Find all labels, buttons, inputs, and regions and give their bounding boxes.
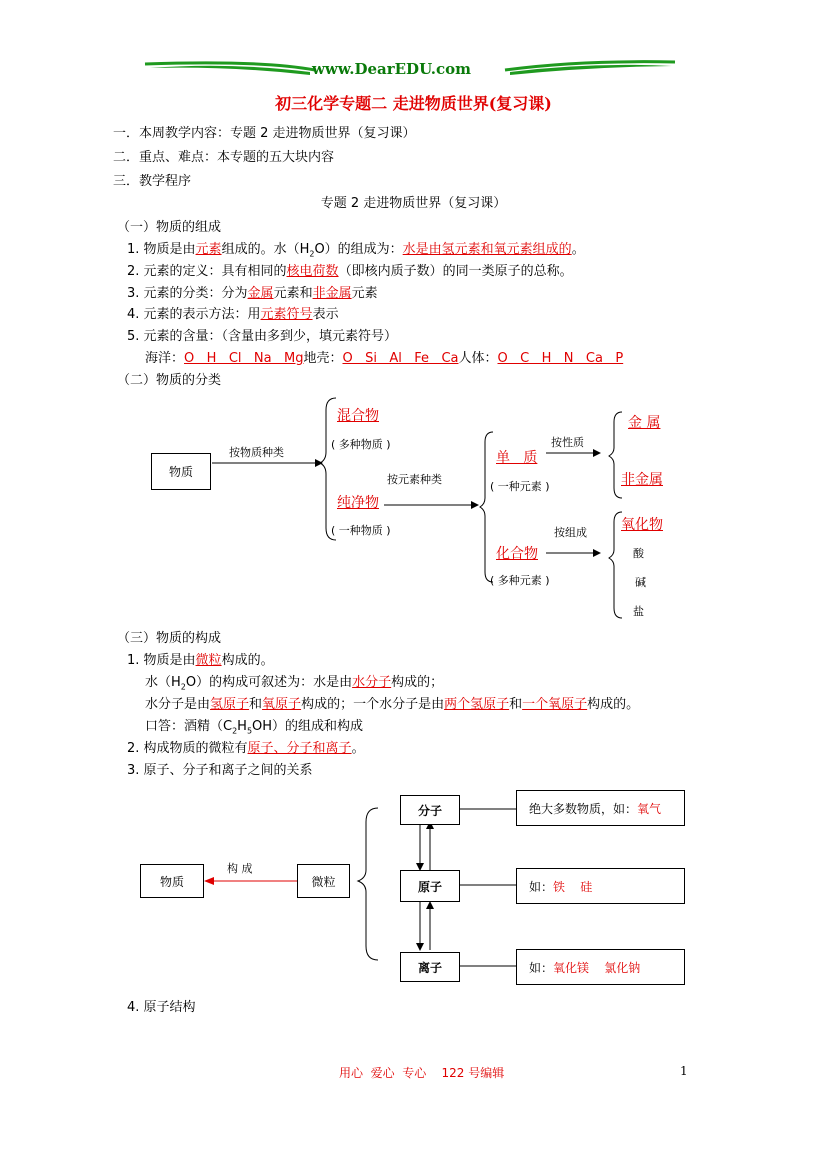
section-2-heading: （二）物质的分类	[117, 373, 222, 388]
node-substance: 物质	[151, 453, 211, 490]
subtitle: 专题 2 走进物质世界（复习课）	[320, 196, 507, 211]
node-acid: 酸	[633, 547, 644, 560]
node-nonmetal: 非金属	[621, 472, 663, 488]
intro-line-1: 一．本周教学内容：专题 2 走进物质世界（复习课）	[113, 126, 416, 141]
node-pure-note: ( 一种物质 )	[331, 524, 391, 537]
s3-line-5: 2. 构成物质的微粒有原子、分子和离子。	[127, 741, 365, 756]
node-compound-note: ( 多种元素 )	[490, 574, 550, 587]
node-base: 碱	[635, 576, 646, 589]
s1-line-5: 5. 元素的含量：（含量由多到少，填元素符号）	[127, 329, 398, 344]
edge-by-composition: 按组成	[554, 526, 587, 539]
s1-line-2: 2. 元素的定义：具有相同的核电荷数（即核内质子数）的同一类原子的总称。	[127, 264, 573, 279]
s1-line-1: 1. 物质是由元素组成的。水$(H_2O)$的组成为：水是由氢元素和氧元素组成的。	[127, 242, 585, 259]
s3-line-4: 口答：酒精$(C_2H_5OH)$的组成和构成	[145, 719, 364, 736]
s3-line-7: 4. 原子结构	[127, 1000, 196, 1015]
node-mixture: 混合物	[337, 408, 379, 424]
node-compound: 化合物	[496, 546, 538, 562]
site-logo[interactable]: www.DearEDU.com	[312, 60, 472, 78]
node-particle: 微粒	[297, 864, 350, 898]
intro-line-3: 三．教学程序	[113, 174, 192, 189]
s1-line-4: 4. 元素的表示方法：用元素符号表示	[127, 307, 339, 322]
edge-by-property: 按性质	[551, 436, 584, 449]
section-3-heading: （三）物质的构成	[117, 631, 222, 646]
node-metal: 金 属	[628, 415, 661, 431]
node-atom: 原子	[400, 870, 460, 902]
edge-by-element: 按元素种类	[387, 473, 442, 486]
node-elemental: 单 质	[496, 450, 538, 466]
node-molecule: 分子	[400, 795, 460, 825]
s3-line-2: 水$(H_2O)$的构成可叙述为：水是由水分子构成的；	[145, 675, 444, 692]
node-mixture-note: ( 多种物质 )	[331, 438, 391, 451]
example-ion: 如： 氧化镁 氯化钠	[516, 949, 685, 985]
s3-line-6: 3. 原子、分子和离子之间的关系	[127, 763, 313, 778]
intro-line-2: 二．重点、难点：本专题的五大块内容	[113, 150, 335, 165]
s3-line-3: 水分子是由氢原子和氧原子构成的；一个水分子是由两个氢原子和一个氧原子构成的。	[145, 697, 640, 712]
example-atom: 如： 铁 硅	[516, 868, 685, 904]
s3-line-1: 1. 物质是由微粒构成的。	[127, 653, 274, 668]
node-salt: 盐	[633, 605, 644, 618]
edge-by-type: 按物质种类	[229, 446, 284, 459]
classification-diagram-lines	[0, 390, 827, 630]
node-elemental-note: ( 一种元素 )	[490, 480, 550, 493]
page-title: 初三化学专题二 走进物质世界(复习课)	[275, 94, 552, 113]
section-1-heading: （一）物质的组成	[117, 220, 222, 235]
example-molecule: 绝大多数物质，如： 氧气	[516, 790, 685, 826]
node-substance-2: 物质	[140, 864, 204, 898]
page-number: 1	[680, 1064, 688, 1078]
node-ion: 离子	[400, 952, 460, 982]
node-oxide: 氧化物	[621, 517, 663, 533]
footer-text: 用心 爱心 专心 122 号编辑	[339, 1066, 505, 1080]
s1-line-6: 海洋：O H Cl Na Mg地壳：O Si Al Fe Ca人体：O C H N Ca P	[145, 351, 624, 366]
s1-line-3: 3. 元素的分类：分为金属元素和非金属元素	[127, 286, 378, 301]
node-pure: 纯净物	[337, 495, 379, 511]
edge-constitutes: 构 成	[227, 862, 253, 875]
